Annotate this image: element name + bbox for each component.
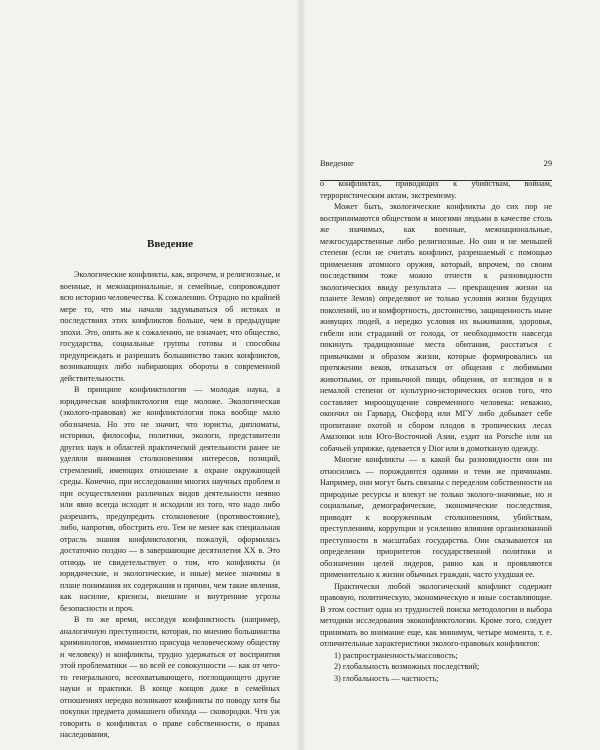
list-item: 2) глобальность возможных последствий; — [334, 662, 480, 671]
paragraph: В то же время, исследуя конфликтность (например, аналогичную преступности, которая, по мнению большинства криминологов, имманентно присуща человеческому обществу и человеку) и конфликты, трудно удержаться от восприятия этой проблематики — во всей ее совокупности — как от чего-то генерального, всеохватывающего, поглощающего другие науки и практики. В конце концов даже в семейных отношениях нередко возникают конфликты по поводу хотя бы покупки предмета домашнего обихода — сковородки. Что уж говорить о конфликтах о праве собственности, о правах наследования, — [60, 615, 280, 739]
list-item: 1) распространенность/массовость; — [334, 650, 458, 660]
paragraph-continuation: о конфликтах, приводящих к убийствам, войнам, террористическим актам, экстремизму. — [320, 179, 552, 200]
book-fold — [296, 0, 306, 750]
paragraph: В принципе конфликтология — молодая наука, а юридическая конфликтология еще моложе. Экологическая (эколого-правовая) же конфликтология пока вообще мало обозначена. Но это не значит, что юристы, дипломаты, историки, философы, политики, экологи, представители других наук и областей практической деятельности ранее не уделяли внимания столкновениям интересов, позиций, стремлений, имеющих отношение к охране окружающей среды. Конечно, при исследовании многих научных проблем и при осуществлении различных видов деятельности неявно или явно всегда исходят и исходили из того, что надо либо разрешить, предупредить столкновение (противостояние), либо, напротив, обострить его. Тем не менее как специальная отрасль знания конфликтология, пожалуй, оформилась достаточно поздно — в завершающие десятилетия XX в. Это отнюдь не свидетельствует о том, что конфликты (и юридические, и экологические, и иные) менее значимы в плане понимания их содержания и причин, чем такие явления, как насилие, кризисы, внешние и внутренние угрозы безопасности и проч. — [60, 385, 280, 613]
paragraph: Практически любой экологический конфликт содержит правовую, политическую, экономическую и иные составляющие. В этом состоит одна из трудностей поиска методологии и выбора методики исследования экоконфликтологии. Кроме того, следует принимать во внимание еще, как минимум, четыре момента, т. е. отличительные характеристики эколого-правовых конфликтов: — [320, 581, 552, 648]
left-page — [60, 238, 280, 741]
paragraph: Экологические конфликты, как, впрочем, и религиозные, и военные, и межнациональные, и семейные, сопровождают всю историю человечества. К сожалению. Отрадно по крайней мере то, что мы начали задумываться об истоках и последствиях этих конфликтов больше, чем в предыдущие эпохи. Это, опять же к сожалению, не означает, что общество, государства, социальные группы готовы и способны предупреждать и разрешать большинство таких конфликтов, возникающих либо набирающих обороты в современной действительности. — [60, 270, 280, 383]
right-page — [320, 178, 552, 684]
section-heading: Введение — [146, 238, 194, 250]
running-head-title: Введение — [320, 159, 354, 168]
list-item: 3) глобальность — частность; — [334, 673, 439, 683]
page-number: 29 — [543, 159, 552, 168]
paragraph: Многие конфликты — к какой бы разновидности они ни относились — порождаются одними и теми же причинами. Например, они могут быть связаны с переделом собственности на природные ресурсы и влекут не только эколого-значимые, но и социальные, демографические, экономические последствия, приводят к вооруженным столкновениям, убийствам, преступлениям, коррупции и усилению влияния организованной преступности в масштабах государства. Они сказываются на определении приоритетов государственной политики и обозначении целей лидеров, равно как и проявляются применительно к жизни обычных граждан, часто ухудшая ее. — [320, 455, 552, 579]
paragraph: Может быть, экологические конфликты до сих пор не воспринимаются обществом и многими людьми в качестве столь же значимых, как военные, межнациональные, межгосударственные либо религиозные. Но они и не меньшей степени (если не считать конфликт, разрешаемый с помощью применения атомного оружия, который, впрочем, по своим последствиям тоже можно отнести к разновидности экологических ввиду результата — прекращения жизни на планете Земля) определяют не только условия жизни будущих поколений, но и комфортность, достоинство, защищенность ныне живущих людей, а нередко условия их выживания, здоровья, гибели или страданий от голода, от необходимости навсегда покинуть традиционные места обитания, расстаться с привычками и образом жизни, которые формировались на протяжении веков, отказаться от общения с любимыми животными, от привычной пищи, общения, от взглядов и в немалой степени от культурно-исторических основ того, что составляет мироощущение современного человека: неважно, окончил он Гарвард, Оксфорд или МГУ либо добывает себе пропитание охотой и сбором плодов в тропических лесах Амазонки или Юго-Восточной Азии, ездит на Porsche или на собачьей упряжке, одевается у Dior или в домотканую одежду. — [320, 202, 552, 453]
